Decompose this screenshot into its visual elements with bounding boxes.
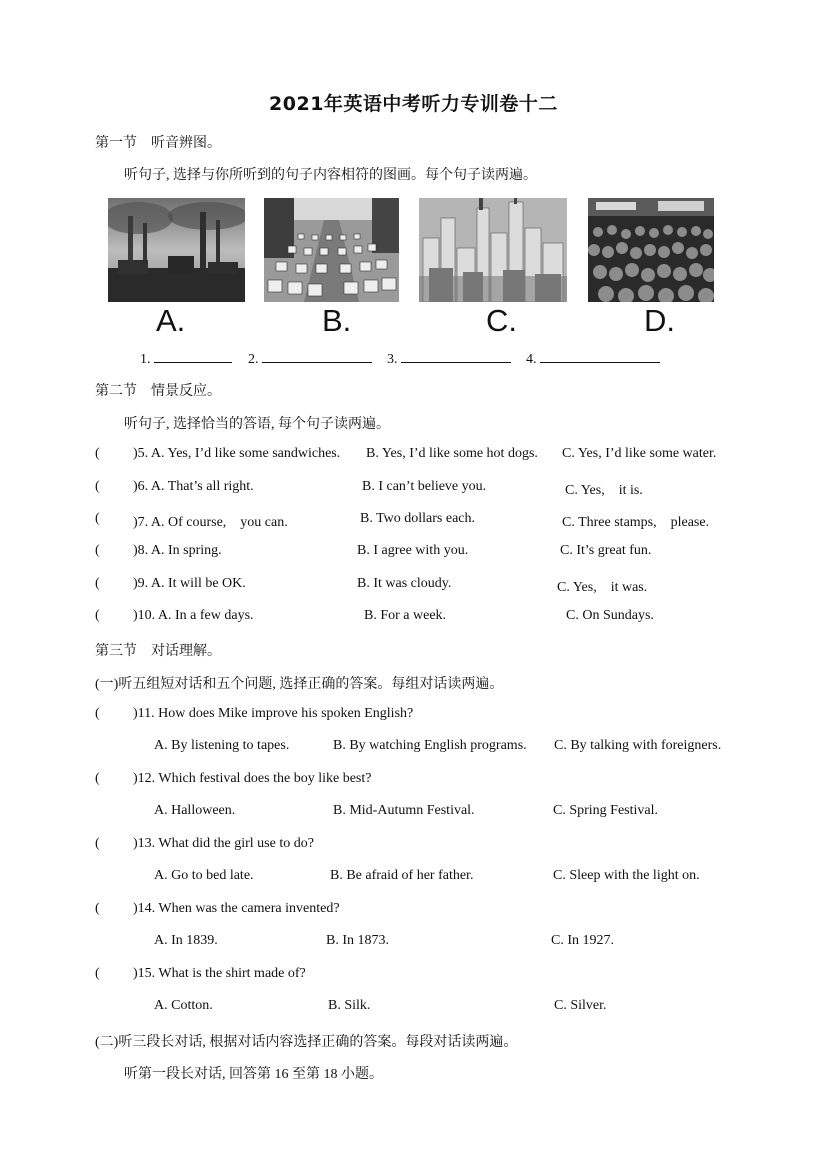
section1-instruction: 听句子, 选择与你所听到的句子内容相符的图画。每个句子读两遍。 (124, 168, 537, 183)
blank-number: 3. (387, 352, 398, 367)
blank-number: 4. (526, 352, 537, 367)
answer-paren[interactable]: ( (95, 966, 100, 981)
question-13: )13. What did the girl use to do? (133, 836, 314, 851)
city-skyscrapers-photo (419, 198, 567, 302)
option-b: B. For a week. (364, 608, 447, 623)
answer-paren[interactable]: ( (95, 771, 100, 786)
question-12: )12. Which festival does the boy like best? (133, 771, 372, 786)
answer-paren[interactable]: ( (95, 511, 100, 526)
option-b: B. Mid-Autumn Festival. (333, 803, 475, 818)
blank-number: 2. (248, 352, 259, 367)
option-c: C. In 1927. (551, 933, 614, 948)
picture-label-d: D. (644, 303, 675, 338)
section3-part2-subinstruction: 听第一段长对话, 回答第 16 至第 18 小题。 (124, 1067, 383, 1082)
option-b: B. Silk. (328, 998, 371, 1013)
question-14: )14. When was the camera invented? (133, 901, 340, 916)
option-c: C. Sleep with the light on. (553, 868, 700, 883)
option-b: B. Yes, I’d like some hot dogs. (366, 446, 538, 461)
blank-line[interactable] (540, 348, 660, 363)
blank-number: 1. (140, 352, 151, 367)
option-c: C. Three stamps, please. (562, 515, 710, 530)
option-c: C. Silver. (554, 998, 607, 1013)
question-8: )8. A. In spring. (133, 543, 222, 558)
section3-part1-instruction: (一)听五组短对话和五个问题, 选择正确的答案。每组对话读两遍。 (95, 677, 504, 692)
section3-part2-instruction: (二)听三段长对话, 根据对话内容选择正确的答案。每段对话读两遍。 (95, 1035, 518, 1050)
answer-paren[interactable]: ( (95, 479, 100, 494)
question-5: )5. A. Yes, I’d like some sandwiches. (133, 446, 341, 461)
picture-label-b: B. (322, 303, 352, 338)
question-6: )6. A. That’s all right. (133, 479, 254, 494)
answer-paren[interactable]: ( (95, 608, 100, 623)
answer-paren[interactable]: ( (95, 901, 100, 916)
blank-line[interactable] (401, 348, 511, 363)
answer-paren[interactable]: ( (95, 576, 100, 591)
option-a: A. By listening to tapes. (154, 738, 290, 753)
option-b: B. Be afraid of her father. (330, 868, 474, 883)
option-a: A. Halloween. (154, 803, 236, 818)
option-a: A. Cotton. (154, 998, 213, 1013)
option-a: A. Go to bed late. (154, 868, 254, 883)
traffic-jam-photo (264, 198, 399, 302)
option-b: B. By watching English programs. (333, 738, 527, 753)
answer-blank-1[interactable] (140, 348, 232, 368)
answer-paren[interactable]: ( (95, 446, 100, 461)
option-c: C. Spring Festival. (553, 803, 659, 818)
question-9: )9. A. It will be OK. (133, 576, 246, 591)
smog-factory-photo (108, 198, 245, 302)
section1-heading: 第一节 听音辨图。 (95, 136, 221, 151)
question-15: )15. What is the shirt made of? (133, 966, 306, 981)
option-c: C. By talking with foreigners. (554, 738, 722, 753)
option-b: B. In 1873. (326, 933, 389, 948)
picture-label-c: C. (486, 303, 517, 338)
crowded-people-photo (588, 198, 714, 302)
option-b: B. I can’t believe you. (362, 479, 487, 494)
question-7: )7. A. Of course, you can. (133, 515, 288, 530)
answer-blank-4[interactable] (526, 348, 660, 368)
option-c: C. Yes, it was. (557, 580, 648, 595)
picture-label-a: A. (156, 303, 186, 338)
answer-paren[interactable]: ( (95, 706, 100, 721)
option-c: C. On Sundays. (566, 608, 654, 623)
option-c: C. Yes, it is. (565, 483, 643, 498)
answer-paren[interactable]: ( (95, 836, 100, 851)
option-c: C. Yes, I’d like some water. (562, 446, 717, 461)
option-a: A. In 1839. (154, 933, 218, 948)
answer-blank-2[interactable] (248, 348, 372, 368)
question-10: )10. A. In a few days. (133, 608, 254, 623)
blank-line[interactable] (154, 348, 232, 363)
answer-paren[interactable]: ( (95, 543, 100, 558)
section2-heading: 第二节 情景反应。 (95, 384, 221, 399)
answer-blank-3[interactable] (387, 348, 511, 368)
section3-heading: 第三节 对话理解。 (95, 644, 221, 659)
question-11: )11. How does Mike improve his spoken English? (133, 706, 414, 721)
option-b: B. Two dollars each. (360, 511, 476, 526)
blank-line[interactable] (262, 348, 372, 363)
section2-instruction: 听句子, 选择恰当的答语, 每个句子读两遍。 (124, 417, 390, 432)
option-b: B. It was cloudy. (357, 576, 452, 591)
page-title: 2021年英语中考听力专训卷十二 (269, 93, 558, 115)
option-b: B. I agree with you. (357, 543, 469, 558)
option-c: C. It’s great fun. (560, 543, 652, 558)
